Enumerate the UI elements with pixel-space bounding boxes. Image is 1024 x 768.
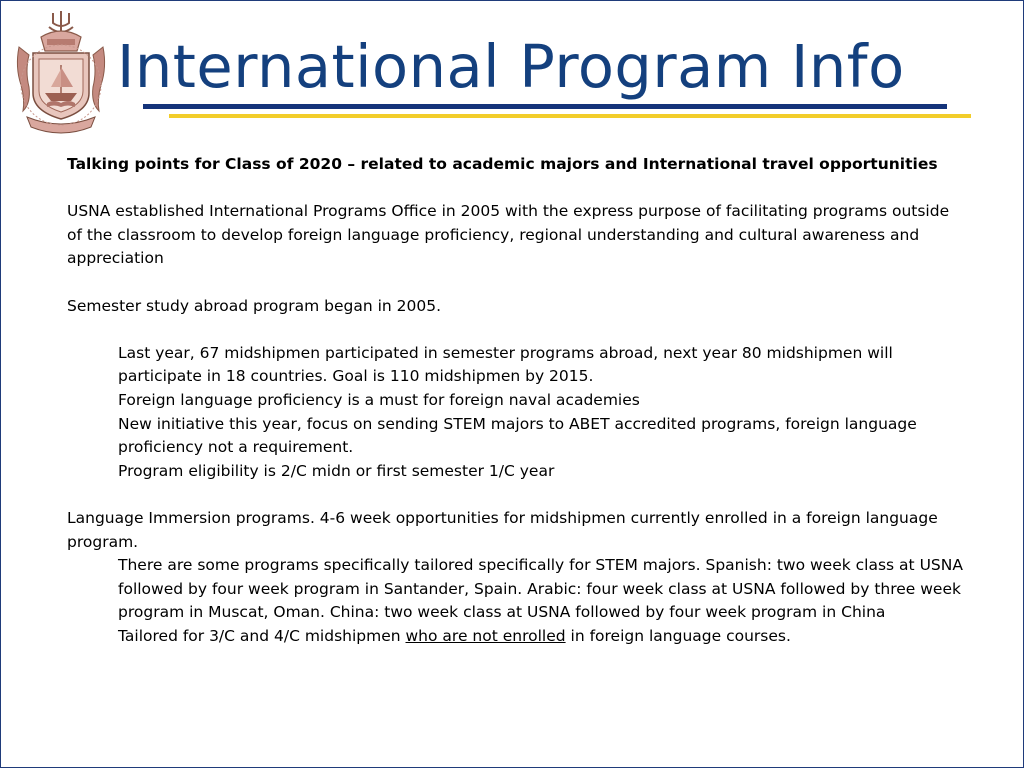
semester-intro: Semester study abroad program began in 2005.	[67, 296, 442, 315]
ipo-paragraph: USNA established International Programs Office in 2005 with the express purpose of facilitating programs outside of the classroom to develop foreign language proficiency, regional understanding and cultural awareness and appreciation	[67, 202, 950, 268]
semester-point: Foreign language proficiency is a must for foreign naval academies	[118, 390, 640, 409]
semester-point: Program eligibility is 2/C midn or first semester 1/C year	[118, 461, 555, 480]
title-rule-blue	[143, 104, 947, 109]
immersion-intro: Language Immersion programs. 4-6 week opportunities for midshipmen currently enrolled in a foreign language program.	[67, 508, 938, 551]
tailored-underlined-text: who are not enrolled	[405, 626, 566, 645]
talking-points-heading: Talking points for Class of 2020 – related to academic majors and International travel opportunities	[67, 155, 938, 173]
semester-point: New initiative this year, focus on sending STEM majors to ABET accredited programs, foreign language proficiency not a requirement.	[118, 414, 917, 457]
slide-title: International Program Info	[117, 32, 905, 101]
title-rule-gold	[169, 114, 971, 118]
immersion-point: There are some programs specifically tailored specifically for STEM majors. Spanish: two week class at USNA followed by four week program in Santander, Spain. Arabic: four week class at USNA followed by three week program in Muscat, Oman. China: two week class at USNA followed by four week program in China	[118, 556, 963, 622]
tailored-text-after: in foreign language courses.	[565, 626, 791, 645]
naval-academy-crest-icon	[11, 7, 111, 145]
tailored-point	[67, 625, 967, 649]
semester-point: Last year, 67 midshipmen participated in semester programs abroad, next year 80 midshipmen will participate in 18 countries. Goal is 110 midshipmen by 2015.	[118, 343, 893, 386]
tailored-text-before: Tailored for 3/C and 4/C midshipmen	[118, 626, 406, 645]
slide-body	[67, 153, 967, 648]
